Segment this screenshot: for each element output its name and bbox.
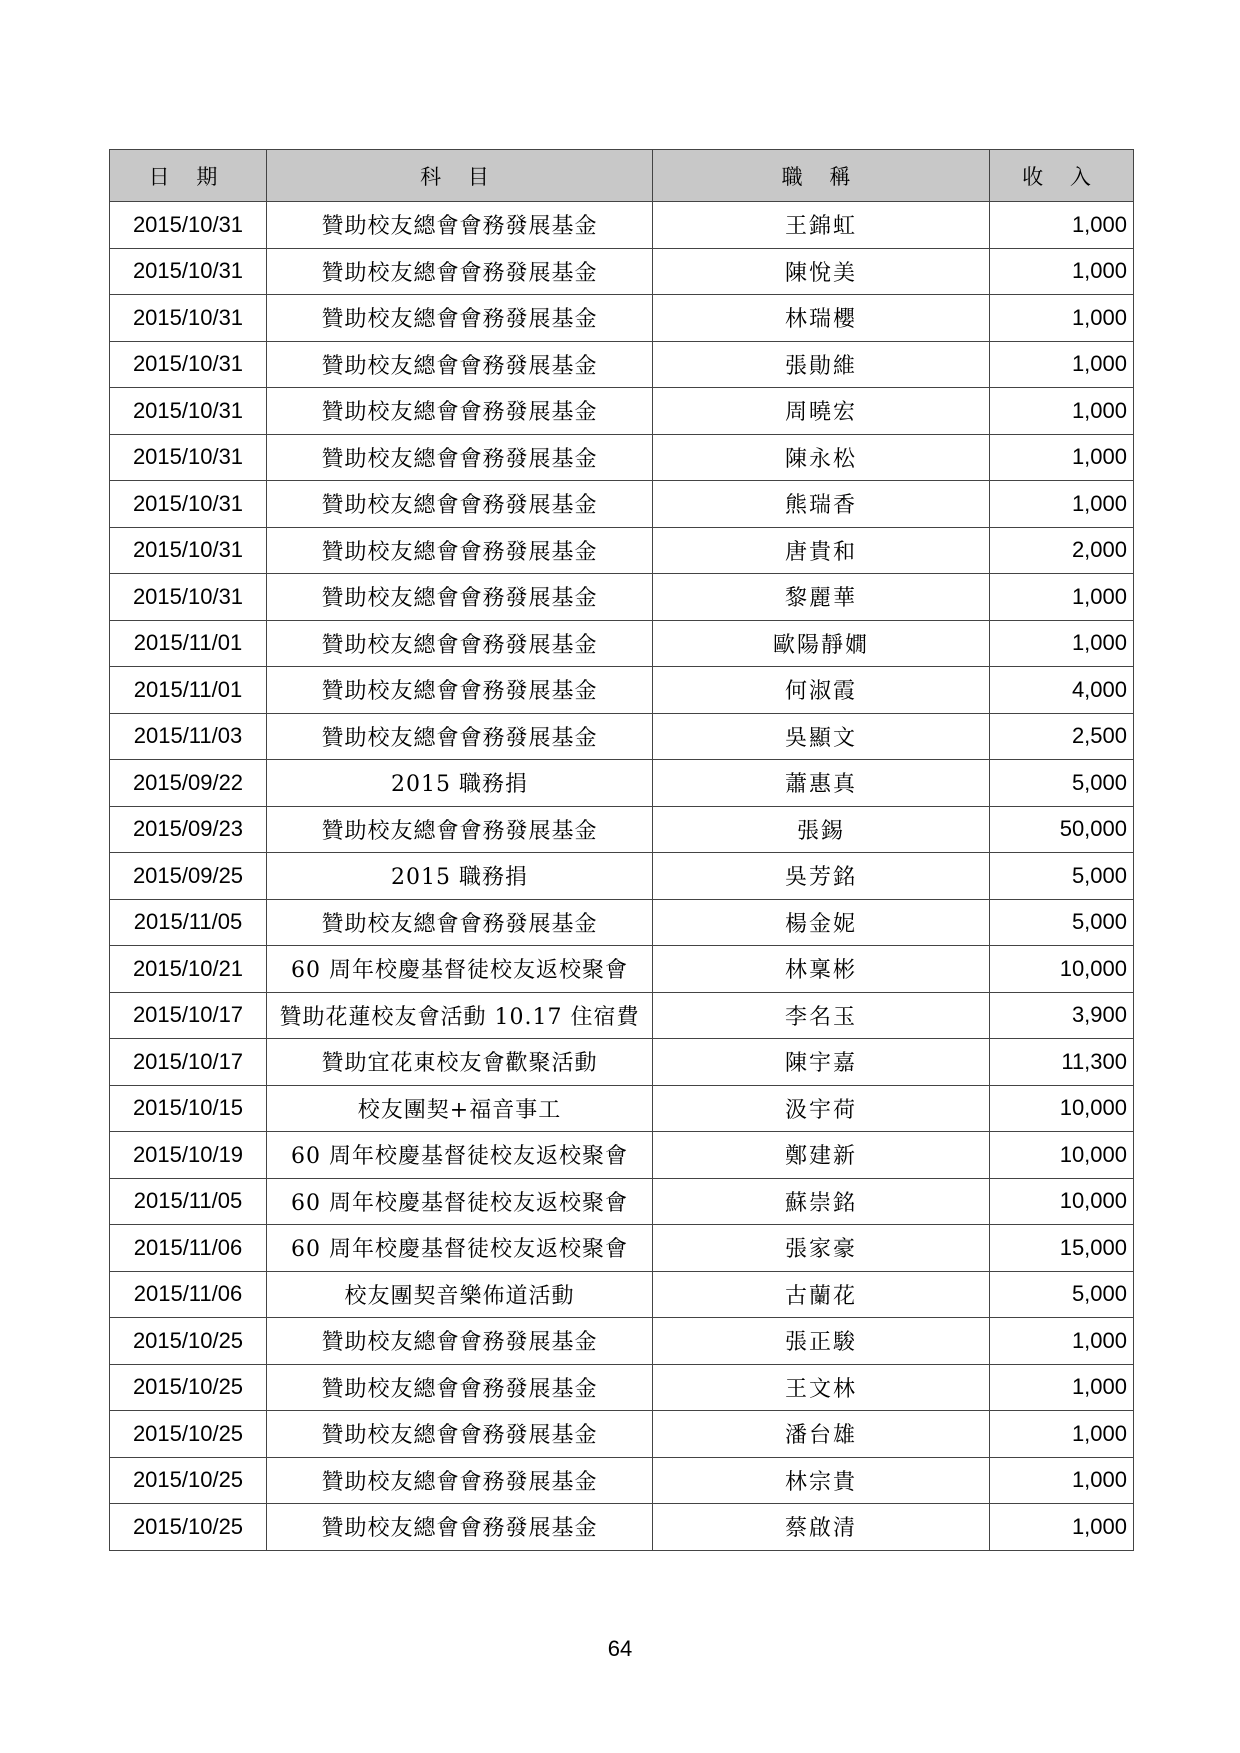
cell-subject: 贊助宜花東校友會歡聚活動	[267, 1039, 653, 1086]
cell-subject: 贊助校友總會會務發展基金	[267, 202, 653, 249]
cell-date: 2015/10/31	[110, 574, 267, 621]
cell-subject: 60 周年校慶基督徒校友返校聚會	[267, 946, 653, 993]
cell-date: 2015/10/31	[110, 527, 267, 574]
table-row	[110, 1504, 1134, 1551]
cell-amount: 1,000	[990, 1504, 1134, 1551]
cell-amount: 5,000	[990, 760, 1134, 807]
cell-date: 2015/09/23	[110, 806, 267, 853]
table-row	[110, 388, 1134, 435]
cell-amount: 1,000	[990, 202, 1134, 249]
table-row	[110, 946, 1134, 993]
cell-name: 楊金妮	[653, 899, 990, 946]
table-row	[110, 1039, 1134, 1086]
cell-date: 2015/10/31	[110, 248, 267, 295]
cell-subject: 2015 職務捐	[267, 853, 653, 900]
page-number: 64	[607, 1636, 633, 1661]
cell-date: 2015/10/31	[110, 295, 267, 342]
cell-name: 張勛維	[653, 341, 990, 388]
cell-subject: 贊助校友總會會務發展基金	[267, 248, 653, 295]
header-income: 收 入	[990, 150, 1134, 202]
cell-name: 王文林	[653, 1364, 990, 1411]
cell-subject: 2015 職務捐	[267, 760, 653, 807]
cell-name: 吳顯文	[653, 713, 990, 760]
cell-date: 2015/10/19	[110, 1132, 267, 1179]
cell-subject: 贊助校友總會會務發展基金	[267, 388, 653, 435]
cell-name: 歐陽靜嫺	[653, 620, 990, 667]
table-row	[110, 1178, 1134, 1225]
cell-date: 2015/10/25	[110, 1457, 267, 1504]
cell-amount: 4,000	[990, 667, 1134, 714]
cell-subject: 贊助花蓮校友會活動 10.17 住宿費	[267, 992, 653, 1039]
cell-date: 2015/11/06	[110, 1271, 267, 1318]
table-row	[110, 574, 1134, 621]
table-body	[110, 202, 1134, 1551]
cell-date: 2015/11/01	[110, 620, 267, 667]
cell-name: 陳悅美	[653, 248, 990, 295]
cell-name: 李名玉	[653, 992, 990, 1039]
cell-date: 2015/11/05	[110, 1178, 267, 1225]
cell-subject: 贊助校友總會會務發展基金	[267, 574, 653, 621]
cell-name: 唐貴和	[653, 527, 990, 574]
cell-subject: 60 周年校慶基督徒校友返校聚會	[267, 1225, 653, 1272]
cell-date: 2015/10/31	[110, 481, 267, 528]
cell-name: 王錦虹	[653, 202, 990, 249]
cell-subject: 贊助校友總會會務發展基金	[267, 434, 653, 481]
cell-subject: 贊助校友總會會務發展基金	[267, 1318, 653, 1365]
cell-date: 2015/11/03	[110, 713, 267, 760]
table-row	[110, 341, 1134, 388]
cell-name: 陳宇嘉	[653, 1039, 990, 1086]
cell-name: 潘台雄	[653, 1411, 990, 1458]
cell-amount: 5,000	[990, 1271, 1134, 1318]
header-title: 職 稱	[653, 150, 990, 202]
cell-amount: 1,000	[990, 1318, 1134, 1365]
table-row	[110, 760, 1134, 807]
cell-date: 2015/09/25	[110, 853, 267, 900]
cell-name: 林宗貴	[653, 1457, 990, 1504]
table-row	[110, 899, 1134, 946]
cell-subject: 贊助校友總會會務發展基金	[267, 806, 653, 853]
table-row	[110, 1132, 1134, 1179]
cell-subject: 校友團契+福音事工	[267, 1085, 653, 1132]
cell-date: 2015/10/25	[110, 1411, 267, 1458]
cell-amount: 1,000	[990, 620, 1134, 667]
cell-subject: 贊助校友總會會務發展基金	[267, 899, 653, 946]
table-row	[110, 1411, 1134, 1458]
cell-amount: 2,000	[990, 527, 1134, 574]
cell-name: 汲宇荷	[653, 1085, 990, 1132]
cell-name: 熊瑞香	[653, 481, 990, 528]
cell-subject: 贊助校友總會會務發展基金	[267, 713, 653, 760]
cell-name: 林瑞櫻	[653, 295, 990, 342]
cell-date: 2015/11/05	[110, 899, 267, 946]
table-row	[110, 667, 1134, 714]
cell-amount: 1,000	[990, 574, 1134, 621]
table-header-row	[110, 150, 1134, 202]
cell-amount: 11,300	[990, 1039, 1134, 1086]
cell-date: 2015/10/21	[110, 946, 267, 993]
cell-amount: 1,000	[990, 1457, 1134, 1504]
cell-amount: 3,900	[990, 992, 1134, 1039]
cell-name: 周曉宏	[653, 388, 990, 435]
cell-name: 張錫	[653, 806, 990, 853]
table-row	[110, 620, 1134, 667]
table-row	[110, 1364, 1134, 1411]
cell-subject: 贊助校友總會會務發展基金	[267, 295, 653, 342]
cell-subject: 贊助校友總會會務發展基金	[267, 527, 653, 574]
table-row	[110, 202, 1134, 249]
cell-amount: 1,000	[990, 481, 1134, 528]
cell-name: 林稟彬	[653, 946, 990, 993]
cell-date: 2015/10/31	[110, 341, 267, 388]
table-row	[110, 295, 1134, 342]
table-row	[110, 434, 1134, 481]
cell-subject: 贊助校友總會會務發展基金	[267, 667, 653, 714]
cell-amount: 5,000	[990, 853, 1134, 900]
cell-subject: 贊助校友總會會務發展基金	[267, 341, 653, 388]
cell-date: 2015/10/25	[110, 1504, 267, 1551]
table-row	[110, 1457, 1134, 1504]
cell-date: 2015/10/25	[110, 1364, 267, 1411]
cell-name: 張正駿	[653, 1318, 990, 1365]
cell-subject: 60 周年校慶基督徒校友返校聚會	[267, 1132, 653, 1179]
table-row	[110, 527, 1134, 574]
cell-name: 張家豪	[653, 1225, 990, 1272]
cell-date: 2015/10/25	[110, 1318, 267, 1365]
cell-name: 吳芳銘	[653, 853, 990, 900]
cell-amount: 1,000	[990, 295, 1134, 342]
cell-date: 2015/10/31	[110, 388, 267, 435]
cell-name: 陳永松	[653, 434, 990, 481]
table-row	[110, 992, 1134, 1039]
cell-amount: 1,000	[990, 1411, 1134, 1458]
header-subject: 科 目	[267, 150, 653, 202]
cell-amount: 2,500	[990, 713, 1134, 760]
cell-date: 2015/10/17	[110, 1039, 267, 1086]
cell-name: 黎麗華	[653, 574, 990, 621]
cell-amount: 1,000	[990, 248, 1134, 295]
cell-amount: 1,000	[990, 1364, 1134, 1411]
cell-date: 2015/11/06	[110, 1225, 267, 1272]
table-row	[110, 806, 1134, 853]
cell-amount: 10,000	[990, 1178, 1134, 1225]
cell-name: 古蘭花	[653, 1271, 990, 1318]
cell-amount: 1,000	[990, 341, 1134, 388]
header-date: 日 期	[110, 150, 267, 202]
cell-amount: 1,000	[990, 388, 1134, 435]
cell-date: 2015/10/31	[110, 434, 267, 481]
table-row	[110, 853, 1134, 900]
cell-amount: 10,000	[990, 1085, 1134, 1132]
cell-name: 蘇崇銘	[653, 1178, 990, 1225]
table-row	[110, 713, 1134, 760]
cell-amount: 15,000	[990, 1225, 1134, 1272]
cell-subject: 校友團契音樂佈道活動	[267, 1271, 653, 1318]
cell-amount: 1,000	[990, 434, 1134, 481]
table-row	[110, 1085, 1134, 1132]
cell-subject: 贊助校友總會會務發展基金	[267, 620, 653, 667]
income-table	[109, 149, 1134, 1551]
cell-subject: 贊助校友總會會務發展基金	[267, 1504, 653, 1551]
cell-date: 2015/10/31	[110, 202, 267, 249]
cell-date: 2015/10/17	[110, 992, 267, 1039]
table-row	[110, 248, 1134, 295]
cell-date: 2015/09/22	[110, 760, 267, 807]
cell-name: 蕭惠真	[653, 760, 990, 807]
table-row	[110, 1271, 1134, 1318]
cell-amount: 10,000	[990, 1132, 1134, 1179]
cell-name: 鄭建新	[653, 1132, 990, 1179]
cell-subject: 贊助校友總會會務發展基金	[267, 1364, 653, 1411]
cell-subject: 贊助校友總會會務發展基金	[267, 1411, 653, 1458]
cell-amount: 10,000	[990, 946, 1134, 993]
cell-amount: 5,000	[990, 899, 1134, 946]
cell-subject: 60 周年校慶基督徒校友返校聚會	[267, 1178, 653, 1225]
cell-date: 2015/11/01	[110, 667, 267, 714]
cell-date: 2015/10/15	[110, 1085, 267, 1132]
cell-amount: 50,000	[990, 806, 1134, 853]
cell-name: 蔡啟清	[653, 1504, 990, 1551]
table-row	[110, 1318, 1134, 1365]
cell-subject: 贊助校友總會會務發展基金	[267, 481, 653, 528]
cell-subject: 贊助校友總會會務發展基金	[267, 1457, 653, 1504]
table-row	[110, 1225, 1134, 1272]
table-row	[110, 481, 1134, 528]
cell-name: 何淑霞	[653, 667, 990, 714]
